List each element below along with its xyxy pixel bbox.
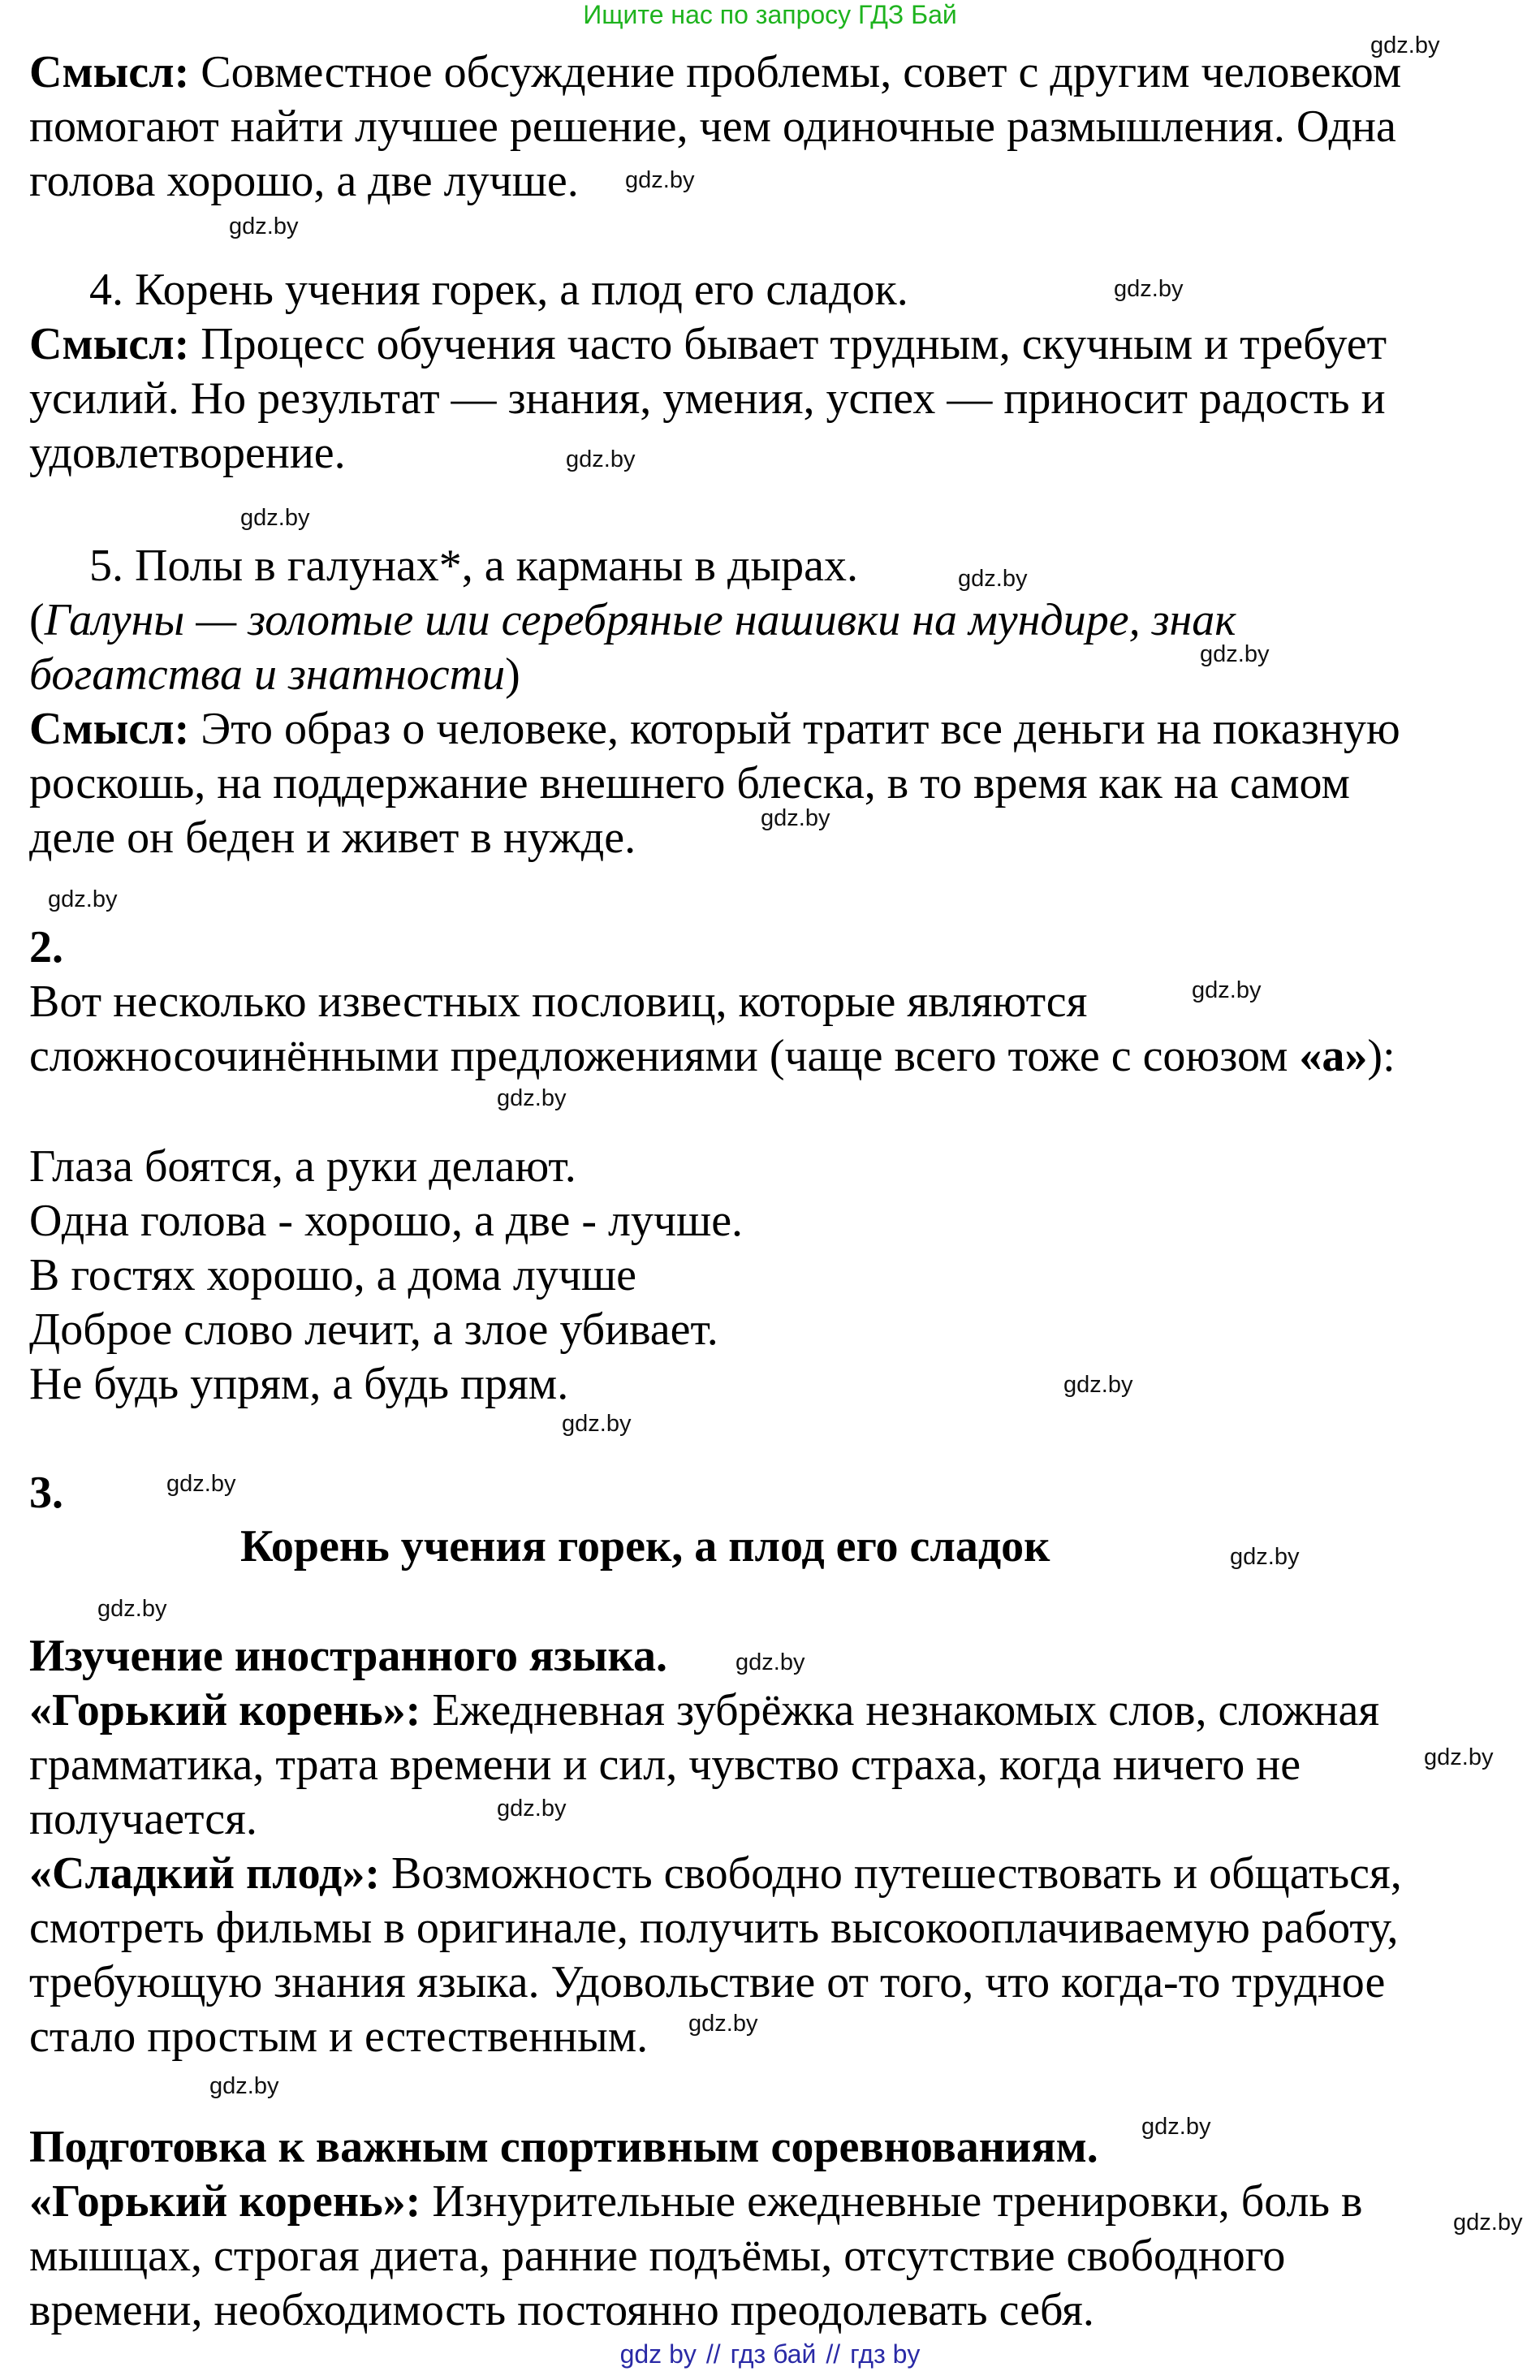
- meaning-text: Это образ о человеке, который тратит все деньги на показную: [201, 704, 1400, 754]
- meaning-label: Смысл:: [29, 47, 190, 97]
- watermark: gdz.by: [229, 213, 299, 239]
- note-line-1: [29, 593, 1236, 648]
- section-2-intro-line-2: [29, 1029, 1395, 1084]
- proverb-list-item: Глаза боятся, а руки делают.: [29, 1141, 576, 1192]
- bitter-root-text: Изнурительные ежедневные тренировки, боль в: [432, 2176, 1363, 2227]
- watermark: gdz.by: [1114, 276, 1184, 302]
- note-close-paren: ): [505, 649, 520, 700]
- example-2-bitter-line-2: мышцах, строгая диета, ранние подъёмы, отсутствие свободного: [29, 2231, 1286, 2281]
- sweet-fruit-label: «Сладкий плод»:: [29, 1848, 381, 1899]
- bitter-root-label: «Горький корень»:: [29, 1685, 421, 1735]
- watermark: gdz.by: [166, 1471, 236, 1497]
- section-3-title: Корень учения горек, а плод его сладок: [240, 1521, 1050, 1572]
- proverb-4-heading: 4. Корень учения горек, а плод его сладок.: [89, 265, 908, 315]
- watermark: gdz.by: [1141, 2114, 1211, 2140]
- example-1-bitter-line-1: [29, 1684, 1379, 1738]
- meaning-line-1: [29, 45, 1401, 100]
- section-3-number: 3.: [29, 1468, 63, 1518]
- footer-link[interactable]: gdz by: [619, 2339, 697, 2369]
- watermark: gdz.by: [1192, 977, 1262, 1003]
- watermark: gdz.by: [240, 505, 310, 531]
- watermark: gdz.by: [1200, 641, 1270, 667]
- watermark: gdz.by: [209, 2073, 279, 2099]
- example-1-sweet-line-4: стало простым и естественным.: [29, 2011, 649, 2062]
- meaning-5-line-3: деле он беден и живет в нужде.: [29, 813, 636, 863]
- intro-conjunction: «а»: [1299, 1031, 1368, 1081]
- proverb-list-item: Доброе слово лечит, а злое убивает.: [29, 1304, 718, 1355]
- example-1-sweet-line-2: смотреть фильмы в оригинале, получить высокооплачиваемую работу,: [29, 1903, 1399, 1953]
- example-1-bitter-line-2: грамматика, трата времени и сил, чувство страха, когда ничего не: [29, 1740, 1301, 1790]
- proverb-list-item: Одна голова - хорошо, а две - лучше.: [29, 1196, 744, 1246]
- watermark: gdz.by: [497, 1085, 567, 1111]
- watermark: gdz.by: [48, 886, 118, 912]
- meaning-label: Смысл:: [29, 319, 190, 369]
- meaning-text: Совместное обсуждение проблемы, совет с другим человеком: [201, 47, 1402, 97]
- note-open-paren: (: [29, 595, 45, 645]
- meaning-text: Процесс обучения часто бывает трудным, скучным и требует: [201, 319, 1387, 369]
- watermark: gdz.by: [1370, 32, 1440, 58]
- proverb-list-item: Не будь упрям, а будь прям.: [29, 1359, 569, 1409]
- sweet-fruit-text: Возможность свободно путешествовать и общаться,: [391, 1848, 1402, 1899]
- footer-separator: //: [705, 2339, 721, 2369]
- watermark: gdz.by: [1453, 2210, 1523, 2236]
- intro-end: ):: [1367, 1031, 1395, 1081]
- meaning-label: Смысл:: [29, 704, 190, 754]
- bitter-root-label: «Горький корень»:: [29, 2176, 421, 2227]
- watermark: gdz.by: [1063, 1372, 1133, 1398]
- note-text: Галуны — золотые или серебряные нашивки на мундире, знак: [44, 595, 1236, 645]
- meaning-line-2: помогают найти лучшее решение, чем одиночные размышления. Одна: [29, 101, 1396, 152]
- proverb-list-item: В гостях хорошо, а дома лучше: [29, 1250, 636, 1300]
- example-1-sweet-line-3: требующую знания языка. Удовольствие от того, что когда-то трудное: [29, 1957, 1386, 2007]
- watermark: gdz.by: [1230, 1544, 1300, 1570]
- footer-link[interactable]: гдз by: [850, 2339, 921, 2369]
- meaning-4-line-2: усилий. Но результат — знания, умения, успех — приносит радость и: [29, 373, 1386, 424]
- proverb-5-heading: 5. Полы в галунах*, а карманы в дырах.: [89, 541, 858, 591]
- section-2-intro-line-1: Вот несколько известных пословиц, которые являются: [29, 977, 1088, 1027]
- watermark: gdz.by: [497, 1796, 567, 1822]
- watermark: gdz.by: [566, 446, 636, 472]
- meaning-5-line-2: роскошь, на поддержание внешнего блеска, в то время как на самом: [29, 758, 1350, 808]
- top-banner[interactable]: Ищите нас по запросу ГДЗ Бай: [583, 0, 957, 29]
- example-2-bitter-line-1: [29, 2175, 1362, 2229]
- bitter-root-text: Ежедневная зубрёжка незнакомых слов, сложная: [432, 1685, 1380, 1735]
- meaning-4-line-1: [29, 317, 1387, 372]
- footer-separator: //: [826, 2339, 841, 2369]
- watermark: gdz.by: [1424, 1744, 1494, 1770]
- watermark: gdz.by: [562, 1411, 632, 1437]
- footer-link[interactable]: гдз бай: [730, 2339, 817, 2369]
- example-2-bitter-line-3: времени, необходимость постоянно преодолевать себя.: [29, 2285, 1094, 2335]
- section-2-number: 2.: [29, 922, 63, 972]
- intro-text: сложносочинёнными предложениями (чаще всего тоже с союзом: [29, 1031, 1300, 1081]
- meaning-5-line-1: [29, 702, 1400, 757]
- watermark: gdz.by: [688, 2011, 758, 2037]
- watermark: gdz.by: [958, 566, 1028, 592]
- example-2-heading: Подготовка к важным спортивным соревнованиям.: [29, 2122, 1098, 2172]
- watermark: gdz.by: [625, 167, 695, 193]
- example-1-bitter-line-3: получается.: [29, 1794, 257, 1844]
- note-line-2: [29, 648, 520, 702]
- note-text: богатства и знатности: [29, 649, 506, 700]
- footer-links: [0, 2339, 1540, 2369]
- watermark: gdz.by: [761, 805, 830, 831]
- example-1-heading: Изучение иностранного языка.: [29, 1631, 667, 1681]
- meaning-4-line-3: удовлетворение.: [29, 428, 346, 478]
- watermark: gdz.by: [97, 1596, 167, 1622]
- example-1-sweet-line-1: [29, 1847, 1402, 1901]
- meaning-line-3: голова хорошо, а две лучше.: [29, 156, 579, 206]
- watermark: gdz.by: [735, 1649, 805, 1675]
